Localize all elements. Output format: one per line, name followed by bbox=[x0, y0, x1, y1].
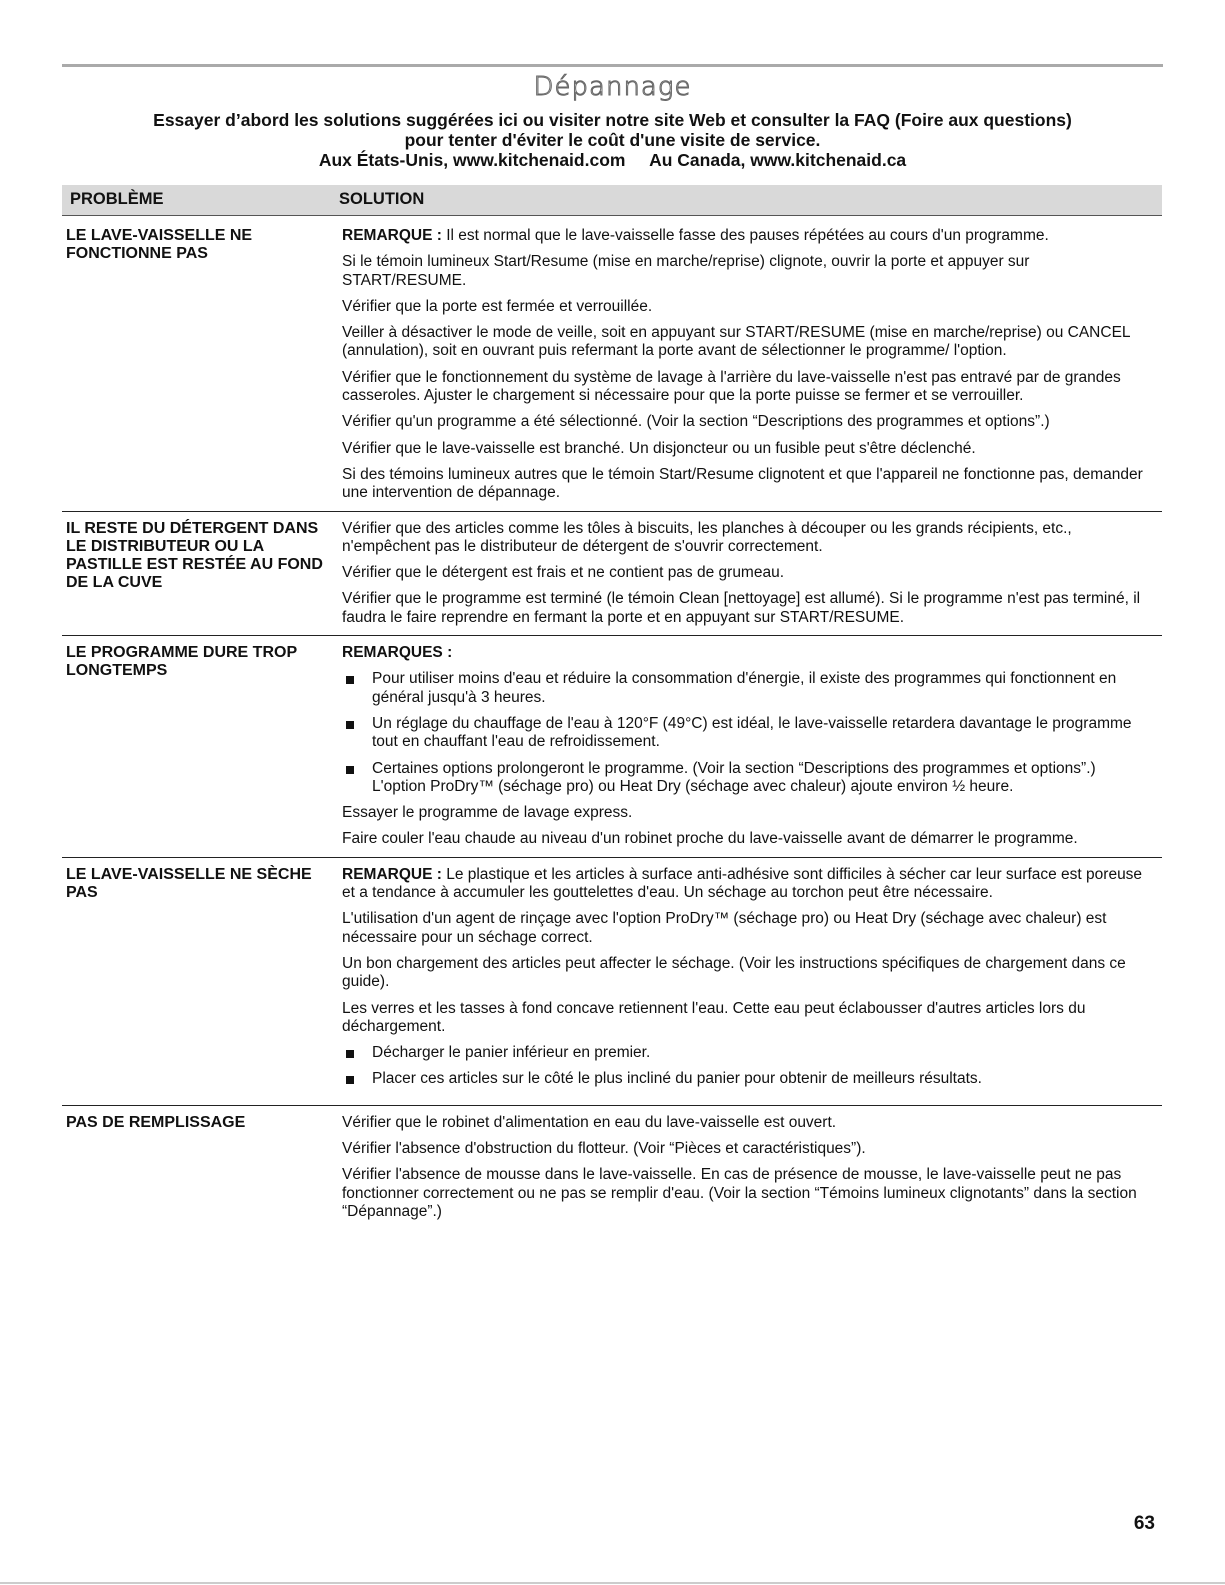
solution-paragraph: Vérifier que des articles comme les tôles à biscuits, les planches à découper ou les grands récipients, etc., n'empêchent pas le distributeur de détergent de s'ouvrir correctement. bbox=[342, 519, 1072, 555]
solution-paragraph bbox=[342, 866, 1148, 903]
intro-text bbox=[62, 110, 1163, 170]
solution-cell bbox=[336, 1114, 1162, 1221]
troubleshooting-table bbox=[62, 219, 1162, 1229]
list-item-text: Décharger le panier inférieur en premier. bbox=[372, 1044, 651, 1062]
intro-line-3: Aux États-Unis, www.kitchenaid.com Au Canada, www.kitchenaid.ca bbox=[318, 150, 907, 170]
list-item bbox=[342, 1044, 1148, 1062]
solution-paragraph bbox=[342, 227, 1148, 245]
solution-paragraph: Vérifier que le programme est terminé (le témoin Clean [nettoyage] est allumé). Si le programme n'est pas terminé, il faudra le faire reprendre en fermant la porte et en appuyant sur START/RESUME. bbox=[342, 590, 1141, 626]
solution-cell bbox=[336, 866, 1162, 1097]
solution-paragraph: L'utilisation d'un agent de rinçage avec l'option ProDry™ (séchage pro) ou Heat Dry (séchage avec chaleur) est nécessaire pour un séchage correct. bbox=[342, 910, 1107, 946]
bullet-list bbox=[342, 1044, 1148, 1089]
solution-paragraph: Si le témoin lumineux Start/Resume (mise en marche/reprise) clignote, ouvrir la porte et appuyer sur START/RESUME. bbox=[342, 253, 1030, 289]
solution-paragraph: Essayer le programme de lavage express. bbox=[342, 804, 633, 822]
page-title: Dépannage bbox=[533, 72, 692, 102]
table-row bbox=[62, 1106, 1162, 1229]
solution-paragraph: Vérifier que le fonctionnement du système de lavage à l'arrière du lave-vaisselle n'est pas entravé par de grandes casseroles. Ajuster le chargement si nécessaire pour que la porte puisse se fermer et se verrouiller. bbox=[342, 368, 1121, 405]
solution-paragraph: Si des témoins lumineux autres que le témoin Start/Resume clignotent et que l'appareil ne fonctionne pas, demander une intervention de dépannage. bbox=[342, 465, 1143, 502]
header-problem: PROBLÈME bbox=[70, 190, 164, 208]
problem-cell: PAS DE REMPLISSAGE bbox=[66, 1113, 246, 1131]
page-number: 63 bbox=[1133, 1513, 1155, 1534]
list-item-text: Certaines options prolongeront le programme. (Voir la section “Descriptions des programmes et options”.) L'option ProDry™ (séchage pro) ou Heat Dry (séchage avec chaleur) ajoute environ ½ heure. bbox=[372, 759, 1096, 795]
list-item-text: Un réglage du chauffage de l'eau à 120°F (49°C) est idéal, le lave-vaisselle retardera davantage le programme tout en chauffant l'eau de refroidissement. bbox=[372, 714, 1132, 751]
table-header bbox=[62, 185, 1162, 216]
solution-cell bbox=[336, 520, 1162, 627]
square-bullet-icon bbox=[346, 1076, 354, 1084]
solution-paragraph: Les verres et les tasses à fond concave retiennent l'eau. Cette eau peut éclabousser d'autres articles lors du déchargement. bbox=[342, 999, 1086, 1035]
remark-label: REMARQUE : bbox=[342, 227, 442, 244]
square-bullet-icon bbox=[346, 766, 354, 774]
list-item bbox=[342, 670, 1148, 707]
intro-line-2: pour tenter d'éviter le coût d'une visite de service. bbox=[404, 130, 821, 150]
solution-paragraph: Veiller à désactiver le mode de veille, soit en appuyant sur START/RESUME (mise en marche/reprise) ou CANCEL (annulation), soit en ouvrant puis refermant la porte avant de sélectionner le programme/ l'option. bbox=[342, 324, 1130, 360]
solution-paragraph: Vérifier que la porte est fermée et verrouillée. bbox=[342, 297, 653, 315]
square-bullet-icon bbox=[346, 721, 354, 729]
solution-paragraph: Vérifier que le robinet d'alimentation en eau du lave-vaisselle est ouvert. bbox=[342, 1113, 837, 1131]
list-item-text: Placer ces articles sur le côté le plus incliné du panier pour obtenir de meilleurs résultats. bbox=[372, 1070, 982, 1088]
remark-label: REMARQUE : bbox=[342, 865, 442, 883]
problem-cell: LE LAVE-VAISSELLE NE SÈCHE PAS bbox=[66, 865, 312, 901]
solution-paragraph: Vérifier l'absence d'obstruction du flotteur. (Voir “Pièces et caractéristiques”). bbox=[342, 1139, 866, 1157]
table-row bbox=[62, 636, 1162, 858]
table-row bbox=[62, 858, 1162, 1106]
remark-text: Le plastique et les articles à surface anti-adhésive sont difficiles à sécher car leur surface est poreuse et a tendance à accumuler les gouttelettes d'eau. Un séchage au torchon peut être nécessaire. bbox=[342, 865, 1143, 902]
remarks-heading: REMARQUES : bbox=[342, 644, 453, 662]
intro-line-1: Essayer d’abord les solutions suggérées ici ou visiter notre site Web et consulter la FAQ (Foire aux questions) bbox=[153, 110, 1072, 130]
header-solution: SOLUTION bbox=[339, 190, 425, 208]
problem-cell: LE LAVE-VAISSELLE NE FONCTIONNE PAS bbox=[66, 227, 253, 262]
square-bullet-icon bbox=[346, 1050, 354, 1058]
bullet-list bbox=[342, 670, 1148, 796]
list-item bbox=[342, 715, 1148, 752]
solution-paragraph: Un bon chargement des articles peut affecter le séchage. (Voir les instructions spécifiques de chargement dans ce guide). bbox=[342, 954, 1126, 991]
solution-paragraph: Vérifier qu'un programme a été sélectionné. (Voir la section “Descriptions des programmes et options”.) bbox=[342, 413, 1050, 431]
solution-cell bbox=[336, 644, 1162, 849]
solution-paragraph: Vérifier que le lave-vaisselle est branché. Un disjoncteur ou un fusible peut s'être déclenché. bbox=[342, 439, 976, 457]
solution-paragraph: Vérifier que le détergent est frais et ne contient pas de grumeau. bbox=[342, 564, 785, 582]
remark-text: Il est normal que le lave-vaisselle fasse des pauses répétées au cours d'un programme. bbox=[441, 227, 1049, 244]
solution-paragraph: Faire couler l'eau chaude au niveau d'un robinet proche du lave-vaisselle avant de démarrer le programme. bbox=[342, 830, 1078, 848]
solution-paragraph: Vérifier l'absence de mousse dans le lave-vaisselle. En cas de présence de mousse, le lave-vaisselle peut ne pas fonctionner correctement ou ne pas se remplir d'eau. (Voir la section “Témoins lumineux clignotants” dans la section “Dépannage”.) bbox=[342, 1166, 1137, 1220]
bottom-rule bbox=[0, 1582, 1225, 1584]
solution-cell bbox=[336, 227, 1162, 503]
list-item-text: Pour utiliser moins d'eau et réduire la consommation d'énergie, il existe des programmes qui fonctionnent en général jusqu'à 3 heures. bbox=[372, 670, 1117, 706]
top-rule bbox=[62, 64, 1163, 67]
square-bullet-icon bbox=[346, 676, 354, 684]
list-item bbox=[342, 1070, 1148, 1088]
table-row bbox=[62, 219, 1162, 512]
problem-cell: LE PROGRAMME DURE TROP LONGTEMPS bbox=[66, 644, 297, 680]
problem-cell: IL RESTE DU DÉTERGENT DANS LE DISTRIBUTEUR OU LA PASTILLE EST RESTÉE AU FOND DE LA CUVE bbox=[66, 519, 323, 591]
table-row bbox=[62, 512, 1162, 636]
list-item bbox=[342, 760, 1148, 797]
